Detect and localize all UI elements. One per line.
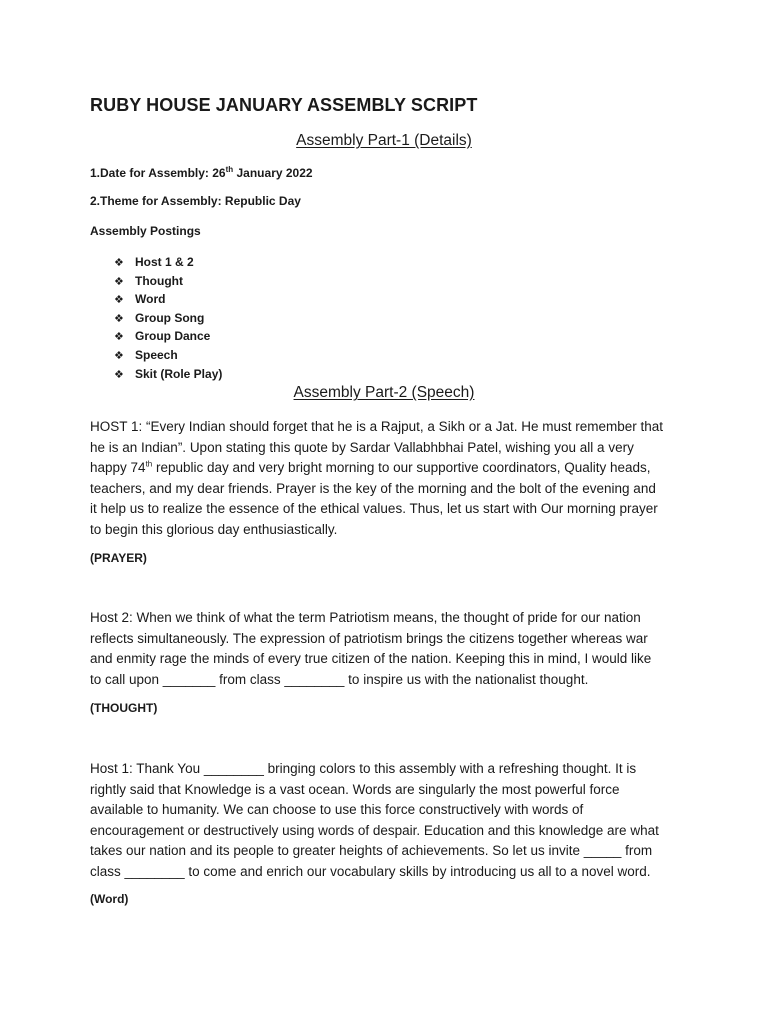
list-item (114, 272, 222, 291)
posting-label: Speech (135, 347, 178, 362)
host2-paragraph (90, 608, 690, 690)
paragraph-line: rightly said that Knowledge is a vast ocean. Words are singularly the most powerful force (90, 781, 620, 797)
posting-label: Thought (135, 273, 183, 288)
diamond-bullet-icon: ❖ (114, 312, 124, 325)
list-item (114, 327, 222, 346)
diamond-bullet-icon: ❖ (114, 349, 124, 362)
host1-paragraph (90, 417, 690, 540)
postings-list (114, 253, 222, 383)
paragraph-line: class ________ to come and enrich our vocabulary skills by introducing us all to a novel word. (90, 863, 651, 879)
paragraph-line (90, 458, 690, 479)
diamond-bullet-icon: ❖ (114, 257, 124, 269)
list-item (114, 309, 222, 328)
diamond-bullet-icon: ❖ (114, 368, 124, 381)
list-item (114, 365, 222, 384)
diamond-bullet-icon: ❖ (114, 331, 124, 344)
posting-label: Group Song (135, 310, 205, 325)
paragraph-line: to begin this glorious day enthusiastically. (90, 521, 338, 537)
assembly-date-sup: th (225, 165, 234, 174)
paragraph-line: encouragement or destructively using words of despair. Education and this knowledge are what (90, 822, 659, 838)
posting-label: Word (135, 292, 166, 307)
paragraph-line-end: republic day and very bright morning to our supportive coordinators, Quality heads, (152, 460, 651, 475)
paragraph-line: and enmity rage the minds of every true citizen of the nation. Keeping this in mind, I would like (90, 651, 652, 666)
paragraph-line: takes our nation and its people to greater heights of achievements. So let us invite _____ from (90, 843, 653, 858)
list-item (114, 290, 222, 309)
paragraph-line: teachers, and my dear friends. Prayer is the key of the morning and the bolt of the evening and (90, 480, 656, 496)
assembly-date (90, 165, 313, 180)
diamond-bullet-icon: ❖ (114, 275, 124, 288)
ordinal-sup: th (145, 459, 153, 469)
paragraph-line: reflects simultaneously. The expression of patriotism brings the citizens together whereas war (90, 630, 648, 646)
assembly-date-prefix: 1.Date for Assembly: 26 (90, 166, 226, 180)
host1-word-paragraph (90, 759, 690, 882)
part2-heading: Assembly Part-2 (Speech) (293, 384, 475, 401)
list-item (114, 346, 222, 365)
list-item (114, 253, 222, 272)
paragraph-line: Host 2: When we think of what the term Patriotism means, the thought of pride for our nation (90, 610, 641, 625)
posting-label: Host 1 & 2 (135, 255, 194, 269)
paragraph-line-start: happy 74 (90, 460, 146, 475)
paragraph-line: HOST 1: “Every Indian should forget that he is a Rajput, a Sikh or a Jat. He must remember that (90, 419, 664, 434)
posting-label: Group Dance (135, 329, 211, 344)
paragraph-line: it help us to realize the essence of the ethical values. Thus, let us start with Our morning prayer (90, 501, 658, 516)
assembly-theme: 2.Theme for Assembly: Republic Day (90, 194, 301, 208)
paragraph-line: available to humanity. We can choose to use this force constructively with words of (90, 802, 584, 817)
assembly-date-suffix: January 2022 (233, 166, 313, 180)
prayer-cue: (PRAYER) (90, 551, 147, 565)
paragraph-line: Host 1: Thank You ________ bringing colors to this assembly with a refreshing thought. It is (90, 761, 637, 776)
paragraph-line: to call upon _______ from class ________ to inspire us with the nationalist thought. (90, 671, 589, 687)
posting-label: Skit (Role Play) (135, 366, 223, 381)
postings-label: Assembly Postings (90, 224, 201, 238)
diamond-bullet-icon: ❖ (114, 294, 124, 307)
word-cue: (Word) (90, 892, 129, 906)
document-title: RUBY HOUSE JANUARY ASSEMBLY SCRIPT (90, 95, 478, 115)
part1-heading: Assembly Part-1 (Details) (296, 132, 472, 149)
paragraph-line: he is an Indian”. Upon stating this quote by Sardar Vallabhbhai Patel, wishing you all a very (90, 439, 634, 455)
thought-cue: (THOUGHT) (90, 701, 158, 715)
